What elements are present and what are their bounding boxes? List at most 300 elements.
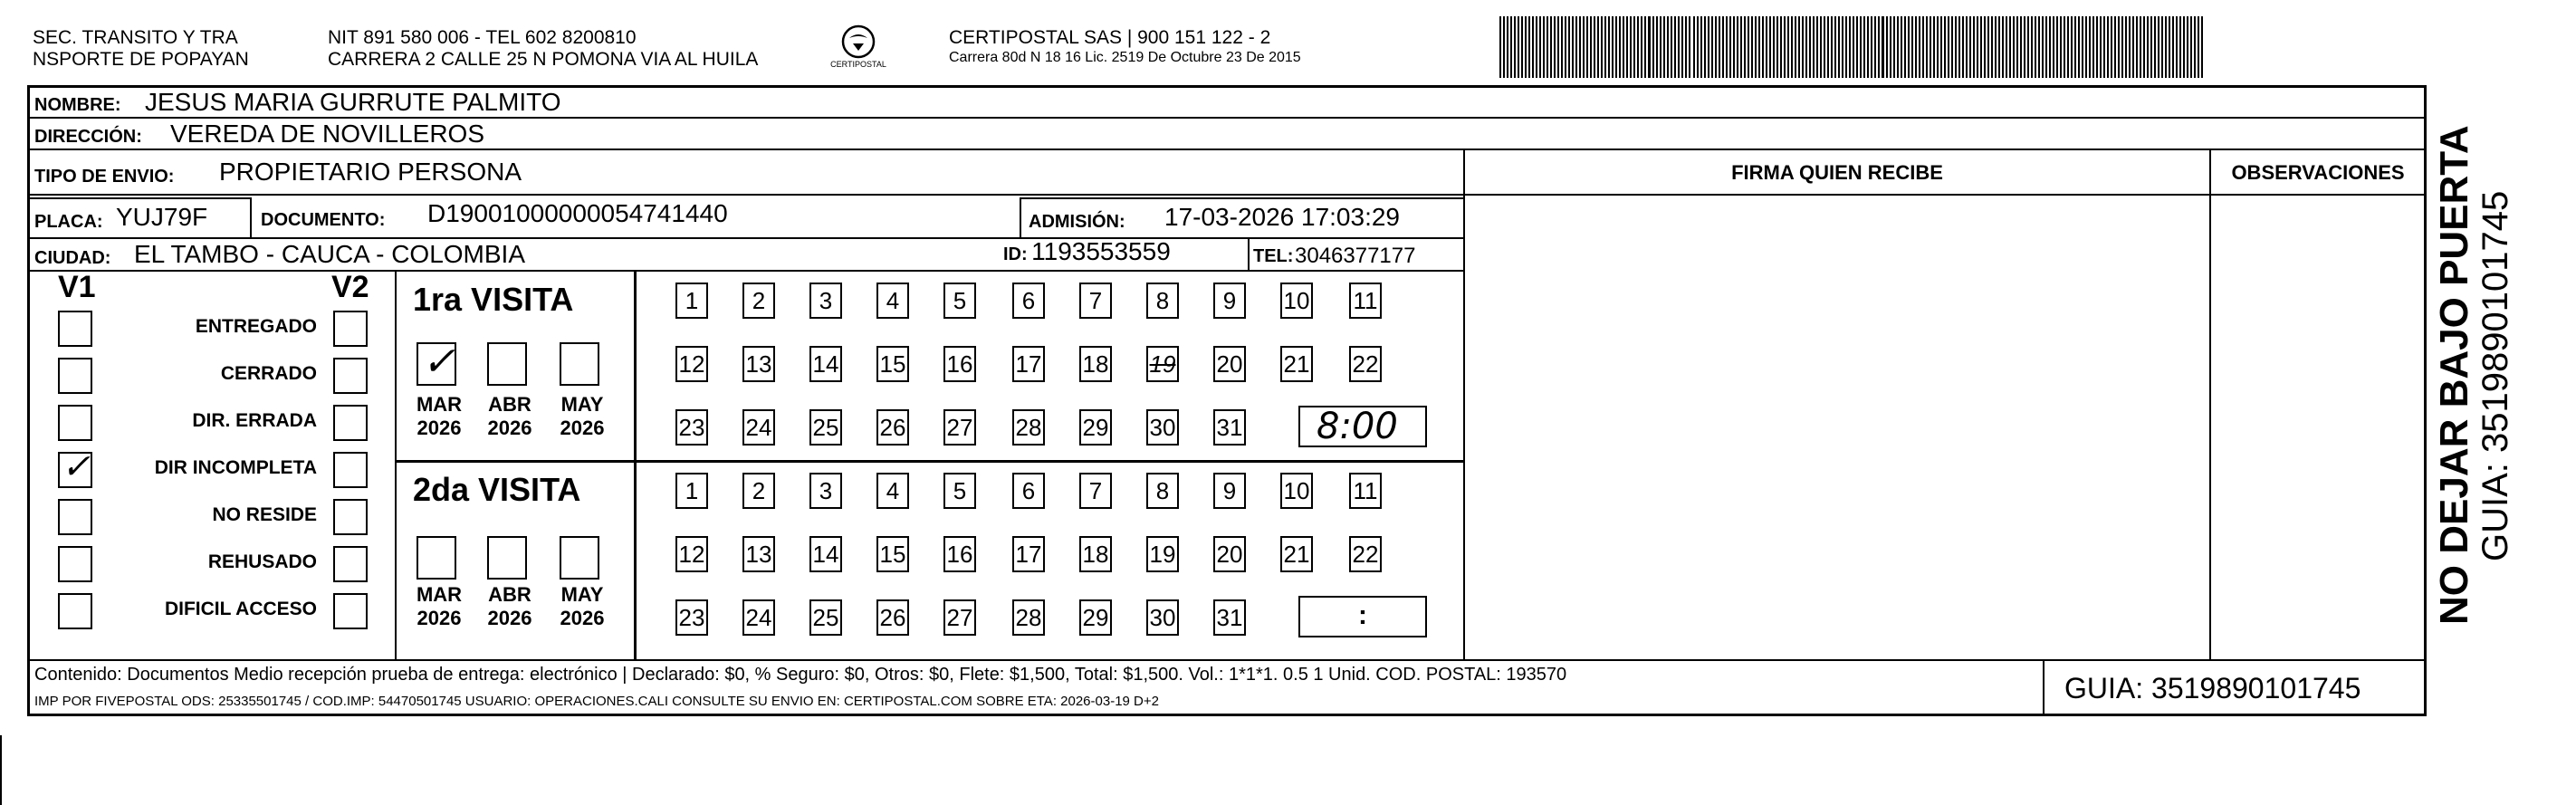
- barcode-bar: [1780, 16, 1782, 78]
- barcode-bar: [1579, 16, 1581, 78]
- v2-checkbox[interactable]: [333, 311, 368, 347]
- visits-vertical-divider: [634, 270, 637, 661]
- barcode-bar: [1809, 16, 1811, 78]
- barcode-bar: [1813, 16, 1815, 78]
- barcode-bar: [2067, 16, 2069, 78]
- visit1-month-checkbox[interactable]: [487, 342, 527, 386]
- v2-checkbox[interactable]: [333, 452, 368, 488]
- visit2-year-label: 2026: [487, 607, 532, 629]
- visit1-day-box[interactable]: 24: [742, 409, 775, 446]
- barcode-bar: [1845, 16, 1847, 78]
- barcode-bar: [1678, 16, 1680, 78]
- v2-checkbox[interactable]: [333, 499, 368, 535]
- visit2-month-checkbox[interactable]: [560, 536, 599, 580]
- barcode-bar: [2053, 16, 2054, 78]
- plate-value: YUJ79F: [116, 203, 208, 231]
- barcode-bar: [1791, 16, 1793, 78]
- barcode-bar: [1944, 16, 1946, 78]
- barcode-bar: [1652, 16, 1654, 78]
- visit1-day-box[interactable]: 22: [1349, 346, 1382, 382]
- barcode-bar: [2136, 16, 2138, 78]
- barcode-bar: [1805, 16, 1807, 78]
- barcode-bar: [2049, 16, 2051, 78]
- barcode-bar: [2082, 16, 2083, 78]
- id-cell: [1003, 237, 1171, 266]
- address-label: DIRECCIÓN:: [34, 127, 142, 147]
- barcode-bar: [1915, 16, 1917, 78]
- visit1-day-box[interactable]: 4: [876, 283, 909, 319]
- visit1-day-box[interactable]: 11: [1349, 283, 1382, 319]
- sender-line-1: SEC. TRANSITO Y TRA: [33, 27, 238, 48]
- barcode-bar: [1842, 16, 1843, 78]
- visit2-day-box[interactable]: 31: [1213, 599, 1246, 636]
- barcode-bar: [2121, 16, 2123, 78]
- barcode-bar: [1557, 16, 1559, 78]
- barcode-bar: [1773, 16, 1775, 78]
- name-value: JESUS MARIA GURRUTE PALMITO: [145, 88, 561, 116]
- barcode-bar: [1565, 16, 1566, 78]
- visit1-month-checkbox[interactable]: [417, 342, 456, 386]
- signature-area: [1463, 149, 2211, 661]
- visit2-day-box[interactable]: 9: [1213, 473, 1246, 509]
- visit2-day-box[interactable]: 27: [943, 599, 976, 636]
- barcode-bar: [1554, 16, 1556, 78]
- visit2-year-label: 2026: [560, 607, 605, 629]
- city-value: EL TAMBO - CAUCA - COLOMBIA: [134, 240, 526, 268]
- barcode-bar: [1648, 16, 1651, 78]
- status-option-label: DIR. ERRADA: [192, 410, 317, 431]
- barcode-bar: [1886, 16, 1888, 78]
- visit1-day-box[interactable]: 6: [1012, 283, 1045, 319]
- certipostal-logo: [831, 24, 886, 74]
- barcode-bar: [2111, 16, 2112, 78]
- barcode-bar: [2045, 16, 2047, 78]
- barcode-bar: [1937, 16, 1939, 78]
- visit1-time-box: [1298, 406, 1427, 447]
- logo-text: CERTIPOSTAL: [830, 60, 886, 69]
- barcode-bar: [1995, 16, 1997, 78]
- barcode-bar: [1510, 16, 1512, 78]
- barcode-bar: [1590, 16, 1592, 78]
- barcode-bar: [1948, 16, 1949, 78]
- barcode-bar: [1685, 16, 1687, 78]
- visit1-day-box[interactable]: 2: [742, 283, 775, 319]
- barcode-bar: [1824, 16, 1825, 78]
- visit2-day-box[interactable]: 18: [1079, 536, 1112, 572]
- barcode-bar: [1539, 16, 1541, 78]
- barcode-bar: [1619, 16, 1621, 78]
- visit1-day-box[interactable]: 23: [675, 409, 708, 446]
- barcode-bar: [2107, 16, 2109, 78]
- plate-label: PLACA:: [34, 212, 103, 232]
- barcode-bar: [1744, 16, 1746, 78]
- plate-cell: [27, 197, 252, 239]
- barcode-bar: [1719, 16, 1720, 78]
- visit2-day-box[interactable]: 3: [809, 473, 842, 509]
- nit-line: NIT 891 580 006 - TEL 602 8200810: [328, 27, 637, 48]
- barcode-bar: [1641, 16, 1642, 78]
- document-label: DOCUMENTO:: [261, 210, 386, 230]
- barcode-bar: [1521, 16, 1523, 78]
- barcode-bar: [2089, 16, 2091, 78]
- barcode-bar: [2158, 16, 2159, 78]
- barcode-bar: [2118, 16, 2120, 78]
- barcode-bar: [1987, 16, 1989, 78]
- barcode-bar: [1586, 16, 1588, 78]
- barcode-bar: [1514, 16, 1516, 78]
- visit2-day-box[interactable]: 24: [742, 599, 775, 636]
- visit2-day-box[interactable]: 28: [1012, 599, 1045, 636]
- barcode-bar: [1532, 16, 1534, 78]
- barcode-bar: [2179, 16, 2181, 78]
- barcode-bar: [1518, 16, 1519, 78]
- visit2-day-box[interactable]: 17: [1012, 536, 1045, 572]
- tel-cell: [1248, 237, 1465, 272]
- observations-header: OBSERVACIONES: [2211, 150, 2425, 196]
- barcode-bar: [1973, 16, 1975, 78]
- visit1-day-box[interactable]: 15: [876, 346, 909, 382]
- barcode-bar: [1689, 16, 1690, 78]
- barcode-bar: [1784, 16, 1786, 78]
- visit1-time-value: 8:00: [1317, 406, 1398, 447]
- barcode-bar: [1572, 16, 1574, 78]
- barcode-bar: [2100, 16, 2102, 78]
- barcode-bar: [2201, 16, 2203, 78]
- barcode-bar: [1966, 16, 1968, 78]
- barcode-bar: [2071, 16, 2073, 78]
- visit2-month-checkbox[interactable]: [487, 536, 527, 580]
- visit1-month-label: MAR: [416, 393, 463, 416]
- barcode-bar: [1933, 16, 1935, 78]
- barcode-bar: [2085, 16, 2087, 78]
- barcode-bar: [1615, 16, 1617, 78]
- v2-checkbox[interactable]: [333, 546, 368, 582]
- visit2-day-box[interactable]: 30: [1146, 599, 1179, 636]
- barcode-bar: [1503, 16, 1505, 78]
- visit1-day-box[interactable]: 5: [943, 283, 976, 319]
- nit-block: [328, 27, 758, 71]
- visit2-month-label: ABR: [488, 583, 531, 606]
- v2-label: V2: [331, 270, 369, 304]
- barcode-bar: [1878, 16, 1880, 78]
- barcode-bar: [1882, 16, 1884, 78]
- visit2-month-label: MAY: [560, 583, 604, 606]
- print-line: IMP POR FIVEPOSTAL ODS: 25335501745 / COD.IMP: 54470501745 USUARIO: OPERACIONES.CALI CONSULTE SU ENVIO EN: CERTIPOSTAL.COM SOBRE ETA: 2026-03-19 D+2: [34, 694, 1159, 709]
- visit1-day-box[interactable]: 12: [675, 346, 708, 382]
- visit1-day-box[interactable]: 21: [1280, 346, 1313, 382]
- observations-area: [2209, 149, 2427, 661]
- barcode-bar: [1755, 16, 1757, 78]
- barcode-bar: [1969, 16, 1971, 78]
- visit2-title: 2da VISITA: [413, 471, 581, 508]
- visit1-day-box[interactable]: 29: [1079, 409, 1112, 446]
- barcode-bar: [1798, 16, 1800, 78]
- barcode-bar: [1626, 16, 1628, 78]
- barcode-bar: [1874, 16, 1876, 78]
- barcode-bar: [1633, 16, 1635, 78]
- barcode-bar: [2042, 16, 2044, 78]
- barcode-bar: [1737, 16, 1738, 78]
- barcode-bar: [2060, 16, 2062, 78]
- barcode-bar: [1568, 16, 1570, 78]
- visit2-day-box[interactable]: 19: [1146, 536, 1179, 572]
- barcode-bar: [1704, 16, 1706, 78]
- barcode-bar: [1715, 16, 1717, 78]
- address-value: VEREDA DE NOVILLEROS: [170, 120, 485, 148]
- visit1-day-box[interactable]: 7: [1079, 283, 1112, 319]
- barcode-bar: [2154, 16, 2156, 78]
- visit1-year-label: 2026: [487, 417, 532, 439]
- barcode-bar: [2006, 16, 2007, 78]
- barcode-bar: [1890, 16, 1891, 78]
- barcode-bar: [1583, 16, 1585, 78]
- admission-cell: [1020, 197, 1465, 239]
- visit2-day-box[interactable]: 11: [1349, 473, 1382, 509]
- visit1-day-box[interactable]: 10: [1280, 283, 1313, 319]
- barcode-bar: [1630, 16, 1632, 78]
- admission-value: 17-03-2026 17:03:29: [1164, 203, 1400, 231]
- status-option-label: ENTREGADO: [195, 316, 317, 337]
- visit2-day-box[interactable]: 4: [876, 473, 909, 509]
- visit2-day-box[interactable]: 13: [742, 536, 775, 572]
- barcode-bar: [1856, 16, 1858, 78]
- courier-block: [949, 27, 1301, 67]
- visit2-day-box[interactable]: 1: [675, 473, 708, 509]
- type-value: PROPIETARIO PERSONA: [219, 158, 522, 186]
- barcode-bar: [1660, 16, 1661, 78]
- barcode-bar: [1904, 16, 1906, 78]
- visit1-day-box[interactable]: 13: [742, 346, 775, 382]
- visit1-day-box[interactable]: 19: [1146, 346, 1179, 382]
- v2-checkbox[interactable]: [333, 405, 368, 441]
- barcode-bar: [2038, 16, 2040, 78]
- barcode-bar: [1594, 16, 1595, 78]
- visit1-day-box[interactable]: 27: [943, 409, 976, 446]
- barcode-bar: [2172, 16, 2174, 78]
- barcode-bar: [2176, 16, 2178, 78]
- contents-line: Contenido: Documentos Medio recepción prueba de entrega: electrónico | Declarado: $0, % Seguro: $0, Otros: $0, Flete: $1,500, Total: $1,500. Vol.: 1*1*1. 0.5 1 Unid. COD. POSTAL: 193570: [34, 665, 1567, 685]
- visit1-day-box[interactable]: 16: [943, 346, 976, 382]
- barcode-bar: [1601, 16, 1603, 78]
- visit2-day-box[interactable]: 12: [675, 536, 708, 572]
- visit2-day-box[interactable]: 8: [1146, 473, 1179, 509]
- barcode-bar: [1667, 16, 1669, 78]
- visit2-day-box[interactable]: 7: [1079, 473, 1112, 509]
- city-label: CIUDAD:: [34, 248, 111, 268]
- barcode-bar: [1543, 16, 1545, 78]
- barcode-bar: [1820, 16, 1822, 78]
- visit2-day-box[interactable]: 16: [943, 536, 976, 572]
- barcode-bar: [1722, 16, 1724, 78]
- v2-checkbox[interactable]: [333, 358, 368, 394]
- visit2-day-box[interactable]: 21: [1280, 536, 1313, 572]
- barcode-bar: [1922, 16, 1924, 78]
- barcode-bar: [2020, 16, 2022, 78]
- barcode-bar: [1991, 16, 1993, 78]
- admission-label: ADMISIÓN:: [1029, 212, 1125, 232]
- visit1-day-box[interactable]: 9: [1213, 283, 1246, 319]
- barcode-bar: [1528, 16, 1530, 78]
- visit1-day-box[interactable]: 28: [1012, 409, 1045, 446]
- barcode-bar: [1525, 16, 1527, 78]
- barcode-bar: [1700, 16, 1702, 78]
- visit2-day-box[interactable]: 5: [943, 473, 976, 509]
- visit1-day-box[interactable]: 20: [1213, 346, 1246, 382]
- barcode-bar: [1863, 16, 1865, 78]
- barcode-bar: [1834, 16, 1836, 78]
- visit2-day-box[interactable]: 6: [1012, 473, 1045, 509]
- barcode-bar: [2027, 16, 2029, 78]
- barcode-bar: [1536, 16, 1537, 78]
- side-warning: NO DEJAR BAJO PUERTA: [2432, 125, 2476, 625]
- visit1-day-box[interactable]: 26: [876, 409, 909, 446]
- address-row: [27, 117, 2427, 150]
- status-option-label: NO RESIDE: [212, 504, 317, 525]
- visit2-day-box[interactable]: 20: [1213, 536, 1246, 572]
- visit2-day-box[interactable]: 10: [1280, 473, 1313, 509]
- barcode-bar: [1787, 16, 1789, 78]
- type-row: [27, 149, 1465, 196]
- barcode-bar: [1911, 16, 1913, 78]
- barcode-bar: [1644, 16, 1646, 78]
- visit1-day-box[interactable]: 31: [1213, 409, 1246, 446]
- barcode-bar: [1748, 16, 1749, 78]
- barcode-bar: [1656, 16, 1658, 78]
- barcode-bar: [2031, 16, 2033, 78]
- visit2-day-box[interactable]: 26: [876, 599, 909, 636]
- visit2-day-box[interactable]: 2: [742, 473, 775, 509]
- courier-line-2: Carrera 80d N 18 16 Lic. 2519 De Octubre 23 De 2015: [949, 50, 1301, 65]
- visit1-day-box[interactable]: 1: [675, 283, 708, 319]
- barcode-bar: [1708, 16, 1709, 78]
- barcode-bar: [2183, 16, 2185, 78]
- visit1-month-checkbox[interactable]: [560, 342, 599, 386]
- barcode-bar: [1901, 16, 1902, 78]
- barcode-bar: [1623, 16, 1624, 78]
- barcode-bar: [1561, 16, 1563, 78]
- barcode-bar: [1597, 16, 1599, 78]
- barcode-bar: [1980, 16, 1982, 78]
- visit2-day-box[interactable]: 29: [1079, 599, 1112, 636]
- barcode-bar: [2143, 16, 2145, 78]
- barcode-bar: [1853, 16, 1854, 78]
- visit2-day-box[interactable]: 15: [876, 536, 909, 572]
- visit2-day-box[interactable]: 22: [1349, 536, 1382, 572]
- visit2-month-label: MAR: [416, 583, 463, 606]
- visit2-day-box[interactable]: 25: [809, 599, 842, 636]
- margin-mark: [0, 735, 2, 805]
- barcode-bar: [2114, 16, 2116, 78]
- barcode-bar: [2161, 16, 2163, 78]
- v1-label: V1: [58, 270, 96, 304]
- barcode-bar: [1955, 16, 1957, 78]
- barcode-bar: [1612, 16, 1614, 78]
- barcode-bar: [1958, 16, 1960, 78]
- barcode-bar: [1816, 16, 1818, 78]
- barcode-bar: [1919, 16, 1920, 78]
- barcode-bar: [2147, 16, 2149, 78]
- barcode-bar: [1897, 16, 1899, 78]
- barcode-bar: [1776, 16, 1778, 78]
- barcode-bar: [2056, 16, 2058, 78]
- visit2-month-checkbox[interactable]: [417, 536, 456, 580]
- visit1-year-label: 2026: [417, 417, 462, 439]
- visit1-month-label: ABR: [488, 393, 531, 416]
- barcode-bar: [1998, 16, 2000, 78]
- barcode-bar: [1769, 16, 1771, 78]
- visit2-day-box[interactable]: 23: [675, 599, 708, 636]
- barcode-bar: [1766, 16, 1767, 78]
- barcode-bar: [1860, 16, 1862, 78]
- visit1-day-box[interactable]: 18: [1079, 346, 1112, 382]
- barcode-bar: [2198, 16, 2199, 78]
- barcode-bar: [1751, 16, 1753, 78]
- barcode-bar: [1729, 16, 1731, 78]
- barcode-bar: [1795, 16, 1796, 78]
- document-value: D19001000000054741440: [427, 199, 728, 227]
- barcode-bar: [1547, 16, 1548, 78]
- barcode-bar: [1550, 16, 1552, 78]
- tel-label: TEL:: [1253, 246, 1294, 266]
- visit2-year-label: 2026: [417, 607, 462, 629]
- visit1-day-box[interactable]: 8: [1146, 283, 1179, 319]
- v2-checkbox[interactable]: [333, 593, 368, 629]
- name-label: NOMBRE:: [34, 95, 121, 115]
- barcode-bar: [1681, 16, 1683, 78]
- barcode-bar: [1871, 16, 1872, 78]
- visit1-year-label: 2026: [560, 417, 605, 439]
- barcode-bar: [1893, 16, 1895, 78]
- status-option-label: REHUSADO: [207, 551, 317, 572]
- visit2-day-box[interactable]: 14: [809, 536, 842, 572]
- signature-header: FIRMA QUIEN RECIBE: [1465, 150, 2209, 196]
- barcode-bar: [1951, 16, 1953, 78]
- visit1-day-box[interactable]: 25: [809, 409, 842, 446]
- status-option-label: DIR INCOMPLETA: [154, 457, 317, 478]
- visit2-time-box: [1298, 596, 1427, 637]
- barcode-bar: [2190, 16, 2192, 78]
- barcode-bar: [2024, 16, 2025, 78]
- barcode-bar: [1733, 16, 1735, 78]
- visit1-day-box[interactable]: 30: [1146, 409, 1179, 446]
- side-text: [2432, 118, 2514, 625]
- barcode-bar: [1604, 16, 1606, 78]
- barcode-bar: [1977, 16, 1978, 78]
- barcode-bar: [2165, 16, 2167, 78]
- barcode-bar: [1740, 16, 1742, 78]
- barcode: [1499, 16, 2206, 78]
- visit1-day-box[interactable]: 17: [1012, 346, 1045, 382]
- barcode-bar: [2064, 16, 2065, 78]
- id-label: ID:: [1003, 244, 1028, 264]
- barcode-bar: [1663, 16, 1665, 78]
- barcode-bar: [1838, 16, 1840, 78]
- barcode-bar: [1962, 16, 1964, 78]
- barcode-bar: [1849, 16, 1851, 78]
- status-option-label: CERRADO: [220, 363, 317, 384]
- barcode-bar: [2125, 16, 2127, 78]
- visit1-day-box[interactable]: 3: [809, 283, 842, 319]
- barcode-bar: [1758, 16, 1760, 78]
- barcode-bar: [2140, 16, 2141, 78]
- visit1-month-label: MAY: [560, 393, 604, 416]
- visit1-day-box[interactable]: 14: [809, 346, 842, 382]
- visits-divider: [395, 460, 1465, 463]
- type-label: TIPO DE ENVIO:: [34, 167, 175, 187]
- barcode-bar: [2187, 16, 2188, 78]
- barcode-bar: [2169, 16, 2170, 78]
- barcode-bar: [2078, 16, 2080, 78]
